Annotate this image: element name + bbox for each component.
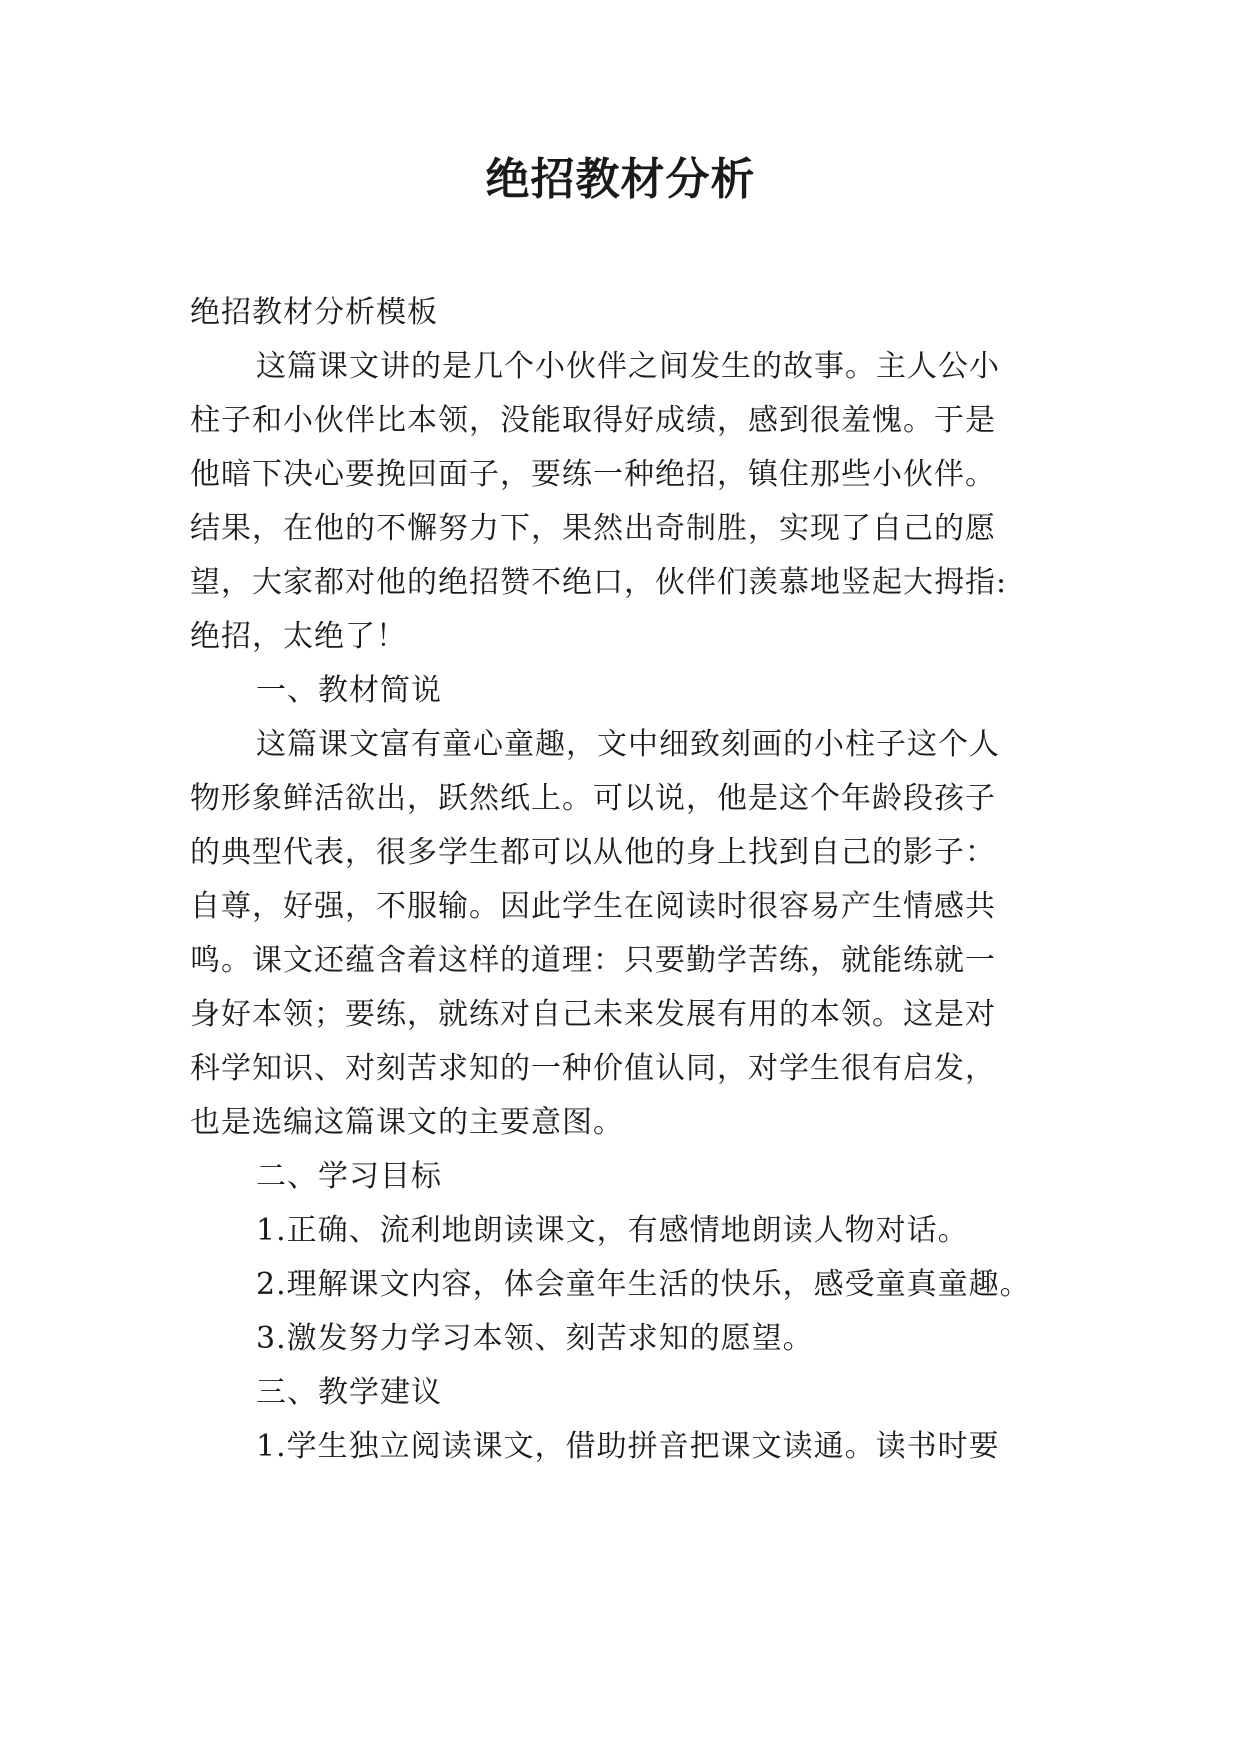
text-line: 望，大家都对他的绝招赞不绝口，伙伴们羡慕地竖起大拇指: <box>190 565 1008 600</box>
text-line: 绝招，太绝了！ <box>190 619 407 654</box>
text-line: 二、学习目标 <box>256 1159 442 1194</box>
document-body <box>190 286 1070 1474</box>
text-line: 柱子和小伙伴比本领，没能取得好成绩，感到很羞愧。于是 <box>190 403 996 438</box>
text-line: 的典型代表，很多学生都可以从他的身上找到自己的影子： <box>190 835 996 870</box>
text-line: 也是选编这篇课文的主要意图。 <box>190 1105 624 1140</box>
document-title: 绝招教材分析 <box>485 154 756 205</box>
text-line: 1.学生独立阅读课文，借助拼音把课文读通。读书时要 <box>256 1429 1000 1464</box>
text-line: 科学知识、对刻苦求知的一种价值认同，对学生很有启发， <box>190 1051 996 1086</box>
text-line: 三、教学建议 <box>256 1375 442 1410</box>
text-line: 这篇课文富有童心童趣，文中细致刻画的小柱子这个人 <box>256 727 1000 762</box>
text-line: 结果，在他的不懈努力下，果然出奇制胜，实现了自己的愿 <box>190 511 996 546</box>
text-line: 这篇课文讲的是几个小伙伴之间发生的故事。主人公小 <box>256 349 1000 384</box>
text-line: 绝招教材分析模板 <box>190 295 438 330</box>
text-line: 1.正确、流利地朗读课文，有感情地朗读人物对话。 <box>256 1213 969 1248</box>
text-line: 鸣。课文还蕴含着这样的道理：只要勤学苦练，就能练就一 <box>190 943 996 978</box>
text-line: 2.理解课文内容，体会童年生活的快乐，感受童真童趣。 <box>256 1267 1031 1302</box>
text-line: 3.激发努力学习本领、刻苦求知的愿望。 <box>256 1321 814 1356</box>
text-line: 身好本领；要练，就练对自己未来发展有用的本领。这是对 <box>190 997 996 1032</box>
text-line: 一、教材简说 <box>256 673 442 708</box>
text-line: 物形象鲜活欲出，跃然纸上。可以说，他是这个年龄段孩子 <box>190 781 996 816</box>
text-line: 他暗下决心要挽回面子，要练一种绝招，镇住那些小伙伴。 <box>190 457 996 492</box>
text-line: 自尊，好强，不服输。因此学生在阅读时很容易产生情感共 <box>190 889 996 924</box>
